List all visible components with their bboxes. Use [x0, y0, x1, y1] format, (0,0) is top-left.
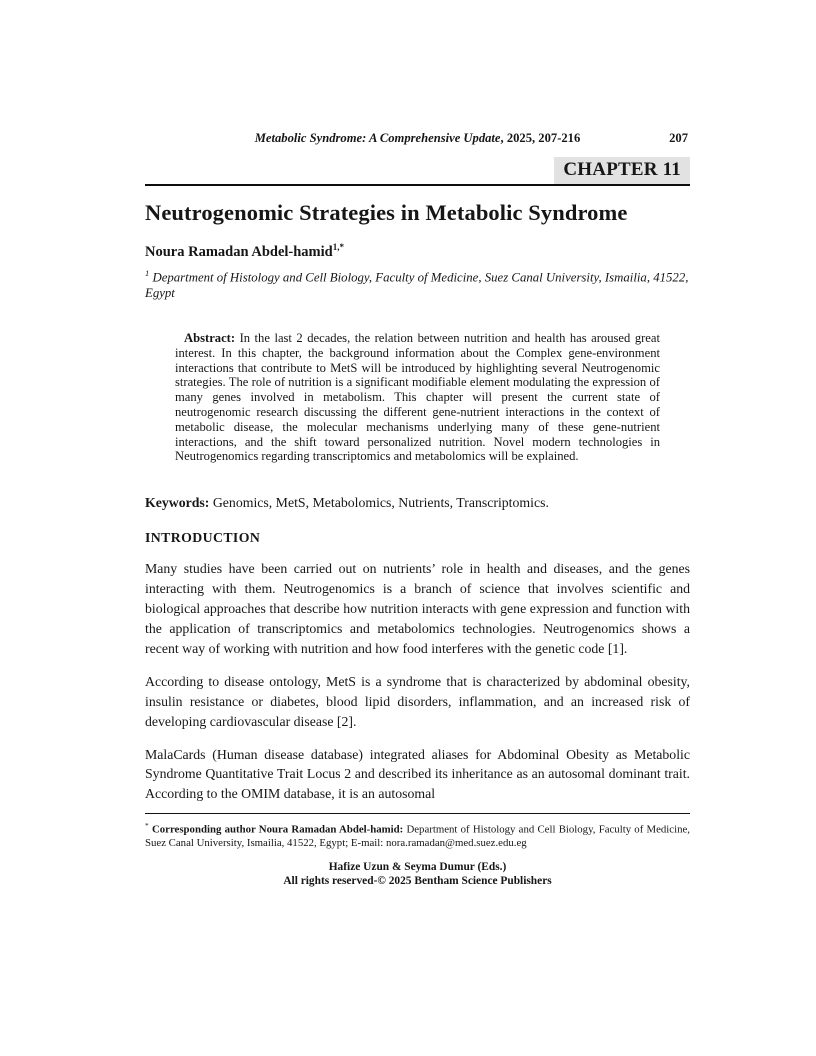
- author-superscript: 1,*: [332, 242, 344, 252]
- abstract-block: [175, 331, 660, 464]
- chapter-rule: [145, 157, 690, 186]
- corresponding-author-footnote: [145, 813, 690, 850]
- chapter-banner: CHAPTER 11: [554, 157, 690, 184]
- affiliation-text: Department of Histology and Cell Biology, Faculty of Medicine, Suez Canal University, Ismailia, 41522, Egypt: [145, 270, 689, 300]
- abstract-label: Abstract:: [184, 331, 236, 346]
- author-name: Noura Ramadan Abdel-hamid: [145, 243, 333, 260]
- keywords-label: Keywords:: [145, 495, 210, 511]
- running-header-book-title: Metabolic Syndrome: A Comprehensive Update: [254, 131, 501, 145]
- body-paragraph: MalaCards (Human disease database) integrated aliases for Abdominal Obesity as Metabolic Syndrome Quantitative Trait Locus 2 and described its inheritance as an autosomal dominant trait. According to the OMIM database, it is an autosomal: [145, 746, 690, 802]
- editors-line: Hafize Uzun & Seyma Dumur (Eds.): [328, 861, 507, 874]
- footnote-marker: *: [145, 821, 149, 831]
- footnote-label: Corresponding author Noura Ramadan Abdel-hamid:: [148, 823, 404, 836]
- body-paragraph: Many studies have been carried out on nutrients’ role in health and diseases, and the genes interacting with them. Neutrogenomics is a branch of science that involves scientific and biological approaches that describe how nutrition interacts with gene expression and function with the application of transcriptomics and metabolomics technologies. Neutrogenomics shows a recent way of working with nutrition and how food interferes with the genetic code [1].: [145, 561, 690, 656]
- footnote-text: Department of Histology and Cell Biology, Faculty of Medicine, Suez Canal University, Ismailia, 41522, Egypt; E-mail: nora.ramadan@med.suez.edu.eg: [145, 823, 690, 850]
- affiliation: [145, 266, 690, 301]
- author-line: [145, 242, 690, 261]
- keywords-text: Genomics, MetS, Metabolomics, Nutrients, Transcriptomics.: [209, 495, 549, 511]
- page-number: 207: [669, 131, 688, 145]
- running-header-citation: , 2025, 207-216: [500, 131, 581, 145]
- affiliation-superscript: 1: [145, 267, 150, 278]
- running-header: [145, 0, 690, 146]
- chapter-title: Neutrogenomic Strategies in Metabolic Syndrome: [145, 200, 628, 225]
- rights-line: All rights reserved-© 2025 Bentham Science Publishers: [283, 875, 552, 888]
- keywords-line: [145, 495, 690, 511]
- abstract-text: In the last 2 decades, the relation between nutrition and health has aroused great interest. In this chapter, the background information about the Complex gene-environment interactions that contribute to MetS will be introduced by highlighting several Neutrogenomic strategies. The role of nutrition is a significant modifiable element modulating the expression of many genes involved in metabolism. This chapter will present the current state of neutrogenomic research discussing the different gene-nutrient interactions in the context of metabolic disease, the molecular mechanisms underlying many of these gene-nutrient interactions, and the shift toward personalized nutrition. Novel modern technologies in Neutrogenomics regarding transcriptomics and metabolomics will be explained.: [175, 331, 660, 464]
- section-heading-introduction: INTRODUCTION: [145, 530, 261, 546]
- book-footer: [145, 861, 690, 889]
- body-paragraph: According to disease ontology, MetS is a syndrome that is characterized by abdominal obesity, insulin resistance or diabetes, blood lipid disorders, inflammation, and an increased risk of developing cardiovascular disease [2].: [145, 673, 690, 729]
- text-column: [145, 0, 690, 889]
